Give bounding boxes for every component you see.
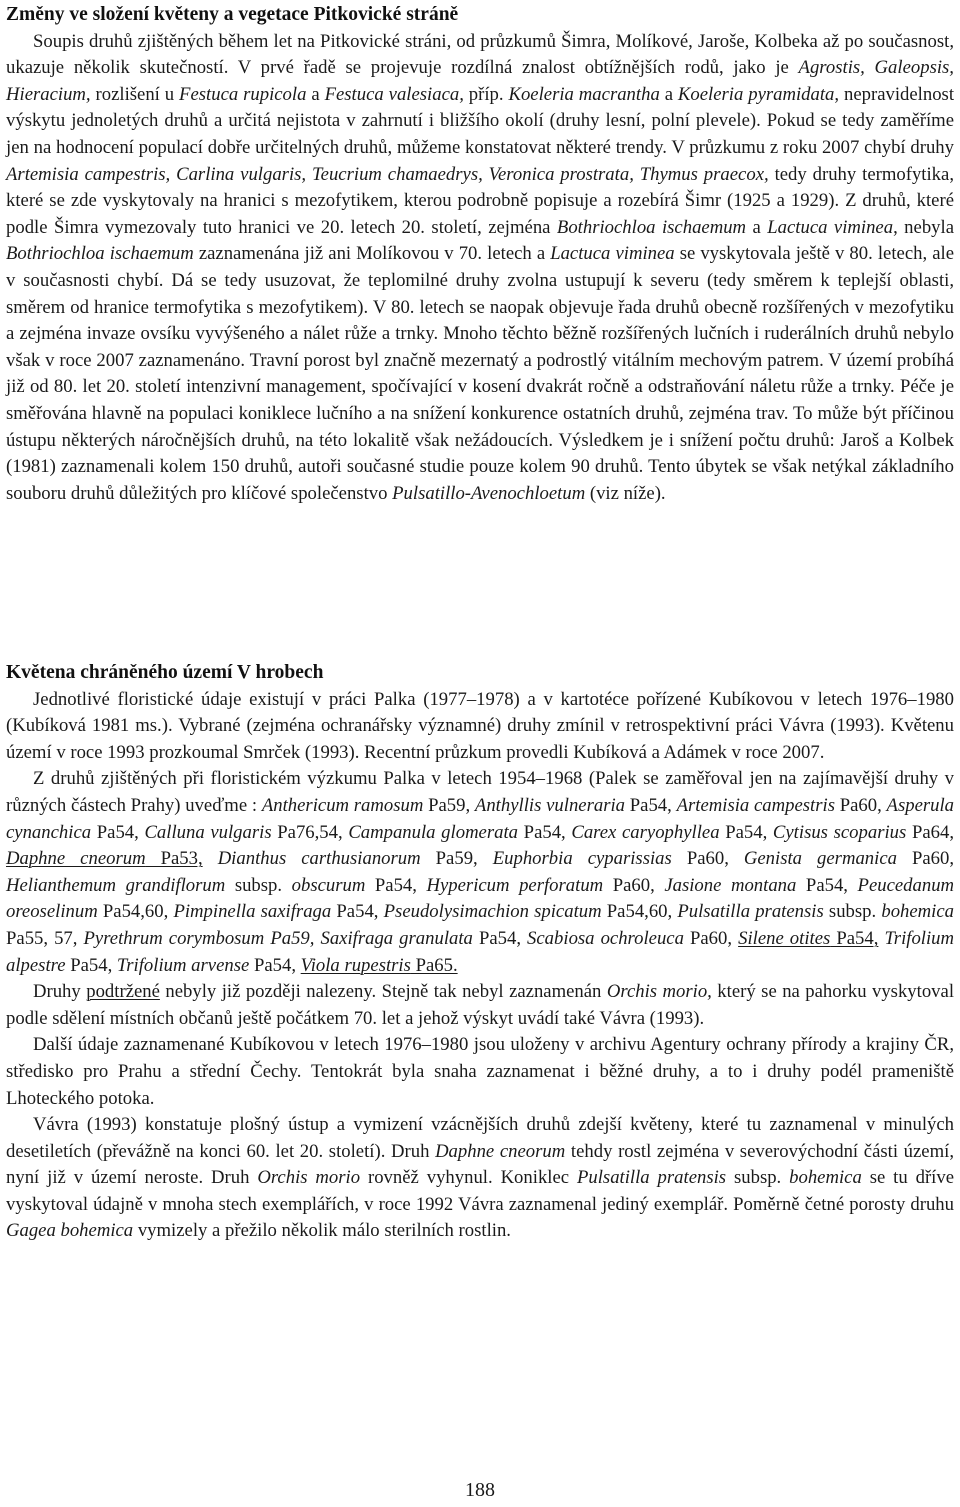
italic-term: Jasione montana [664, 874, 797, 896]
section-v-hrobech [6, 660, 954, 1245]
italic-term: Daphne cneorum [435, 1140, 566, 1162]
italic-term: Calluna vulgaris [144, 821, 272, 843]
italic-term: Lactuca viminea [550, 243, 675, 265]
text-run: Z druhů zjištěných při floristickém výzkumu Palka v letech 1954–1968 (Palek se zaměřoval jen na zajímavější druhy v různých částech Prahy) uveďme : [6, 768, 954, 816]
italic-term: Viola rupestris [300, 954, 411, 976]
text-run: Jednotlivé floristické údaje existují v práci Palka (1977–1978) a v kartotéce pořízené Kubíkovou v letech 1976–1980 (Kubíková 1981 ms.). Vybrané (zejména ochranářsky významné) druhy zmínil v retrospektivní práci Vávra (1993). Květenu území v roce 1993 prozkoumal Smrček (1993). Recentní průzkum provedli Kubíková a Adámek v roce 2007. [6, 688, 954, 763]
italic-term: Bothriochloa ischaemum [556, 216, 747, 238]
text-run: Pa54, [719, 821, 773, 843]
text-run: Pa76,54, [271, 821, 349, 843]
text-run: Pa60, [834, 794, 887, 816]
paragraph [6, 687, 954, 767]
italic-term: Koeleria pyramidata [677, 83, 835, 105]
text-run: Pa54, [249, 954, 301, 976]
page-number: 188 [465, 1479, 495, 1501]
italic-term: Asperula cynanchica [6, 794, 955, 843]
text-run: (viz níže). [585, 482, 666, 504]
italic-term: Anthericum ramosum [261, 794, 424, 816]
section-pitkovicka-stran [6, 2, 954, 507]
text-run: a [659, 83, 678, 105]
italic-term: Dianthus carthusianorum [217, 848, 421, 870]
italic-term: Helianthemum grandiflorum [6, 874, 226, 896]
underlined-text: Pa53, [145, 848, 203, 870]
section-body [6, 687, 954, 1245]
italic-term: Pulsatillo-Avenochloetum [392, 482, 586, 504]
paragraph [6, 1112, 954, 1245]
text-run: rozlišení u [90, 83, 180, 105]
text-run: tehdy rostl zejména v severovýchodní části území, nyní již v území neroste. Druh [6, 1140, 954, 1189]
text-run [203, 848, 218, 869]
italic-term: Campanula glomerata [348, 821, 519, 843]
italic-term: Gagea bohemica [6, 1220, 134, 1242]
italic-term: Silene otites [738, 927, 831, 949]
text-run: nebyly již později nalezeny. Stejně tak nebyl zaznamenán [159, 981, 607, 1003]
text-run: a [306, 83, 325, 105]
text-run: , nepravidelnost výskytu jednoletých druhů a určitá nejistota v zahrnutí i bližšího okolí (druhy lesní, polní plevele). Pokud se tedy zaměříme jen na hodnocení populací dobře určitelných druhů, můžeme konstatovat některé trendy. V průzkumu z roku 2007 chybí druhy [6, 83, 955, 158]
italic-term: Orchis morio, [606, 981, 712, 1003]
italic-term: bohemica [789, 1167, 862, 1189]
text-run: Pa54, [91, 821, 145, 843]
italic-term: Festuca rupicola [179, 83, 307, 105]
italic-term: Pulsatilla pratensis [677, 901, 824, 923]
text-run: tedy druhy termofytika, které se zde vyskytovaly na hranici s mezofytikem, kterou podrobně popisuje a rozebírá Šimr (1925 a 1929). Z druhů, které podle Šimra vymezovaly tuto hranici ve 20. letech 20. století, zejména [6, 163, 954, 238]
italic-term: obscurum [291, 874, 366, 896]
text-run: Pa55, 57, [6, 927, 84, 949]
italic-term: Pyrethrum corymbosum Pa59, Saxifraga granulata [83, 927, 473, 949]
italic-term: Orchis morio [257, 1167, 361, 1189]
text-run: příp. [463, 83, 509, 105]
text-run: Pa54, [65, 954, 117, 976]
text-run: Pa59, [423, 794, 475, 816]
paragraph [6, 766, 954, 979]
text-run: Další údaje zaznamenané Kubíkovou v letech 1976–1980 jsou uloženy v archivu Agentury ochrany přírody a krajiny ČR, středisko pro Prahu a střední Čechy. Tentokrát byla snaha zaznamenat i běžné druhy, a to i druhy podél prameniště Lhoteckého potoka. [6, 1034, 954, 1109]
italic-term: Cytisus scoparius [772, 821, 907, 843]
italic-term: Scabiosa ochroleuca [527, 927, 684, 949]
italic-term: Koeleria macrantha [508, 83, 660, 105]
text-run: který se na pahorku vyskytoval podle sdělení místních občanů ještě počátkem 70. let a jehož výskyt uvádí také Vávra (1993). [6, 981, 955, 1029]
text-run: subsp. [726, 1167, 790, 1189]
text-run: Pa54, [331, 901, 384, 923]
italic-term: Anthyllis vulneraria [474, 794, 626, 816]
section-body [6, 29, 954, 508]
italic-term: Pimpinella saxifraga [173, 901, 332, 923]
italic-term: Carex caryophyllea [571, 821, 720, 843]
text-run: Soupis druhů zjištěných během let na Pitkovické stráni, od průzkumů Šimra, Molíkové, Jaroše, Kolbeka až po současnost, ukazuje několik skutečností. V prvé řadě se projevuje rozdílná znalost obtížnějších rodů, jako je [6, 30, 954, 79]
text-run: se tu dříve vyskytoval údajně v mnoha stech exemplářích, v roce 1992 Vávra zaznamenal jediný exemplář. Poměrně četné porosty druhu [6, 1167, 954, 1215]
text-run: subsp. [225, 874, 292, 896]
paragraph [6, 979, 954, 1032]
italic-term: Euphorbia cyparissias [492, 848, 672, 870]
section-heading: Změny ve složení květeny a vegetace Pitkovické stráně [6, 4, 459, 25]
italic-term: Pulsatilla pratensis [576, 1167, 727, 1189]
text-run: subsp. [823, 901, 882, 923]
italic-term: Festuca valesiaca, [324, 83, 464, 105]
text-run: Pa60, [603, 874, 665, 896]
text-run: Pa54, [796, 874, 858, 896]
italic-term: Agrostis, Galeopsis, Hieracium, [6, 57, 954, 105]
text-run: rovněž vyhynul. Koniklec [360, 1167, 577, 1189]
text-run: Pa60, [683, 927, 739, 949]
text-run: vymizely a přežilo několik málo sterilních rostlin. [133, 1220, 511, 1242]
text-run: zaznamenána již ani Molíkovou v 70. letech a [193, 243, 551, 265]
text-run: Pa60, [671, 848, 744, 870]
italic-term: Daphne cneorum [6, 848, 146, 870]
italic-term: Trifolium alpestre [6, 927, 955, 976]
text-run: Vávra (1993) konstatuje plošný ústup a vymizení vzácnějších druhů zdejší květeny, které tu zaznamenal v minulých desetiletích (převážně na konci 60. let 20. století). Druh [6, 1114, 954, 1162]
text-run: Pa54,60, [97, 901, 174, 923]
text-run: Pa54,60, [601, 901, 678, 923]
section-heading: Květena chráněného území V hrobech [6, 662, 324, 683]
underlined-text: Pa54, [830, 927, 879, 949]
underlined-text: Pa65. [410, 954, 458, 976]
italic-term: Lactuca viminea [767, 216, 894, 238]
italic-term: bohemica [881, 901, 954, 923]
text-run: Druhy [33, 981, 87, 1003]
italic-term: Genista germanica [743, 848, 897, 870]
text-run: Pa60, [896, 848, 955, 870]
text-run: Pa54, [365, 874, 427, 896]
text-run: Pa54, [518, 821, 572, 843]
italic-term: Artemisia campestris, Carlina vulgaris, Teucrium chamaedrys, Veronica prostrata, Thymus praecox, [6, 163, 769, 185]
italic-term: Trifolium arvense [116, 954, 250, 976]
text-run: se vyskytovala ještě v 80. letech, ale v současnosti chybí. Dá se tedy usuzovat, že teplomilné druhy zvolna ustupují k severu (tedy směrem k teplejší oblasti, směrem od hranice termofytika s mezofytikem). V 80. letech se naopak objevuje řada druhů obecně rozšířených v mezofytiku a zejména invaze ovsíku vyvýšeného a nálet růže a trnky. Mnoho těchto běžně rozšířených lučních i ruderálních druhů nebylo však v roce 2007 zaznamenáno. Travní porost byl značně mezernatý a podrostlý vitálním mechovým patrem. V území probíhá již od 80. let 20. století intenzivní management, spočívající v kosení dvakrát ročně a odstraňování náletu růže a trnky. Péče je směřována hlavně na populaci koniklece lučního a na snížení konkurence ostatních druhů, zejména trav. To může být příčinou ústupu některých náročnějších druhů, na této lokalitě však nežádoucích. Výsledkem je i snížení počtu druhů: Jaroš a Kolbek (1981) zaznamenali kolem 150 druhů, autoři současné studie pouze kolem 90 druhů. Tento úbytek se však netýkal základního souboru druhů důležitých pro klíčové společenstvo [6, 243, 954, 504]
paragraph [6, 1032, 954, 1112]
italic-term: Artemisia campestris [676, 794, 835, 816]
italic-term: Pseudolysimachion spicatum [383, 901, 602, 923]
underlined-text: podtržené [86, 981, 160, 1003]
text-run: a [746, 216, 768, 238]
italic-term: Peucedanum oreoselinum [6, 874, 955, 923]
italic-term: Bothriochloa ischaemum [6, 243, 194, 265]
italic-term: Hypericum perforatum [426, 874, 604, 896]
paragraph [6, 29, 954, 508]
text-run: Pa59, [420, 848, 493, 870]
text-run: Pa64, [906, 821, 954, 843]
text-run: Pa54, [625, 794, 677, 816]
text-run: , nebyla [893, 216, 954, 238]
text-run: Pa54, [472, 927, 528, 949]
